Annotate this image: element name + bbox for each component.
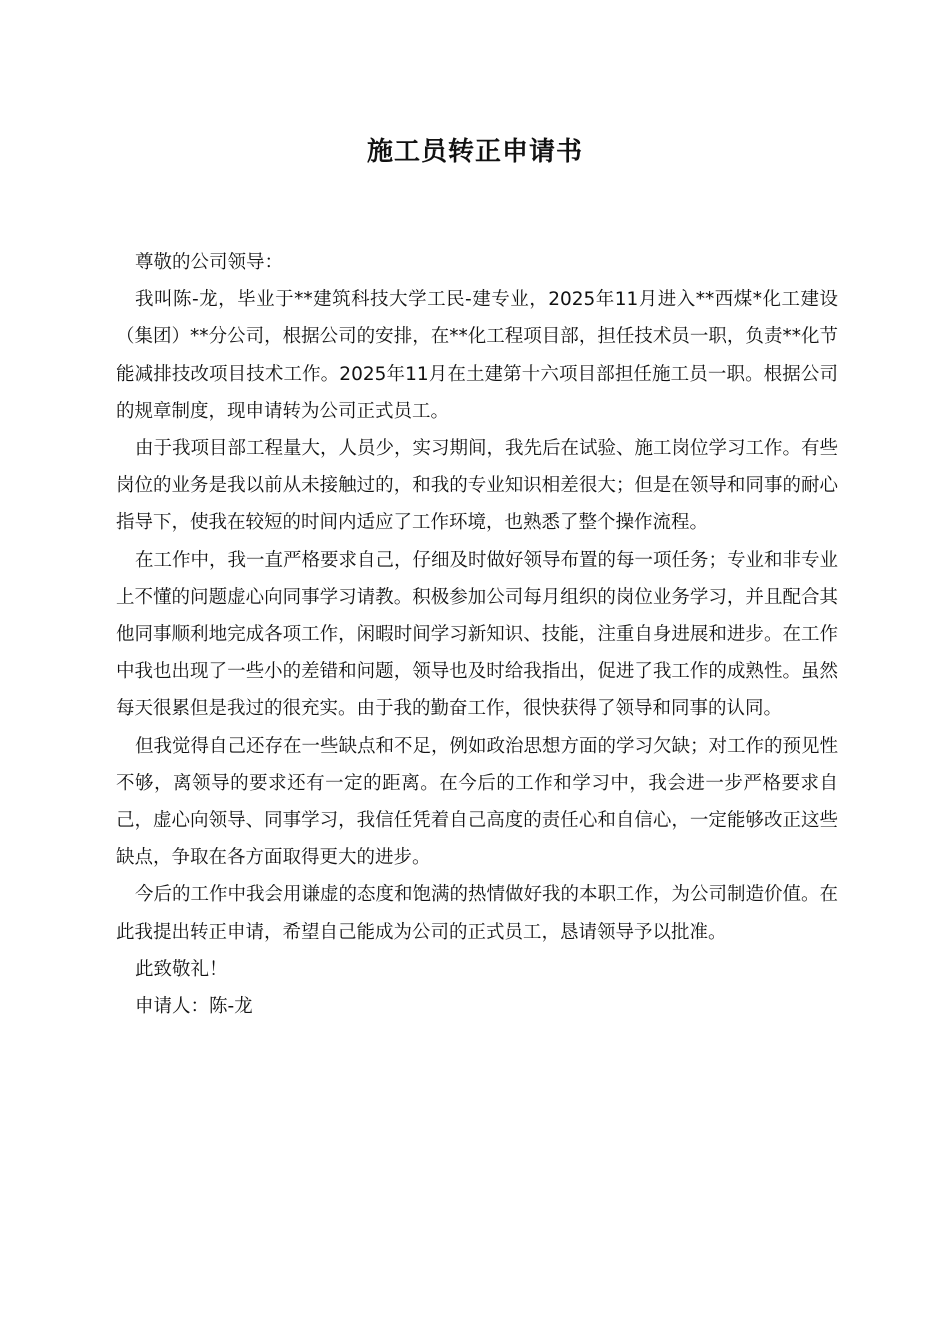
paragraph-3: 在工作中，我一直严格要求自己，仔细及时做好领导布置的每一项任务；专业和非专业上不懂的问题虚心向同事学习请教。积极参加公司每月组织的岗位业务学习，并且配合其他同事顺利地完成各项工作，闲暇时间学习新知识、技能，注重自身进展和进步。在工作中我也出现了一些小的差错和问题，领导也及时给我指出，促进了我工作的成熟性。虽然每天很累但是我过的很充实。由于我的勤奋工作，很快获得了领导和同事的认同。	[116, 549, 839, 720]
salutation: 尊敬的公司领导：	[135, 252, 284, 273]
paragraph-2: 由于我项目部工程量大，人员少，实习期间，我先后在试验、施工岗位学习工作。有些岗位的业务是我以前从未接触过的，和我的专业知识相差很大；但是在领导和同事的耐心指导下，使我在较短的时间内适应了工作环境，也熟悉了整个操作流程。	[116, 438, 839, 534]
document-body	[116, 244, 838, 1025]
closing: 此致敬礼！	[135, 958, 228, 980]
paragraph-4: 但我觉得自己还存在一些缺点和不足，例如政治思想方面的学习欠缺；对工作的预见性不够，离领导的要求还有一定的距离。在今后的工作和学习中，我会进一步严格要求自己，虚心向领导、同事学习，我信任凭着自己高度的责任心和自信心，一定能够改正这些缺点，争取在各方面取得更大的进步。	[116, 735, 839, 869]
document-title: 施工员转正申请书	[366, 137, 583, 167]
paragraph-5: 今后的工作中我会用谦虚的态度和饱满的热情做好我的本职工作，为公司制造价值。在此我提出转正申请，希望自己能成为公司的正式员工，恳请领导予以批准。	[116, 884, 839, 943]
signature: 申请人：陈-龙	[135, 996, 253, 1018]
paragraph-1: 我叫陈-龙，毕业于**建筑科技大学工民-建专业，2025年11月进入**西煤*化工建设（集团）**分公司，根据公司的安排，在**化工程项目部，担任技术员一职，负责**化节能减排技改项目技术工作。2025年11月在土建第十六项目部担任施工员一职。根据公司的规章制度，现申请转为公司正式员工。	[116, 289, 838, 422]
